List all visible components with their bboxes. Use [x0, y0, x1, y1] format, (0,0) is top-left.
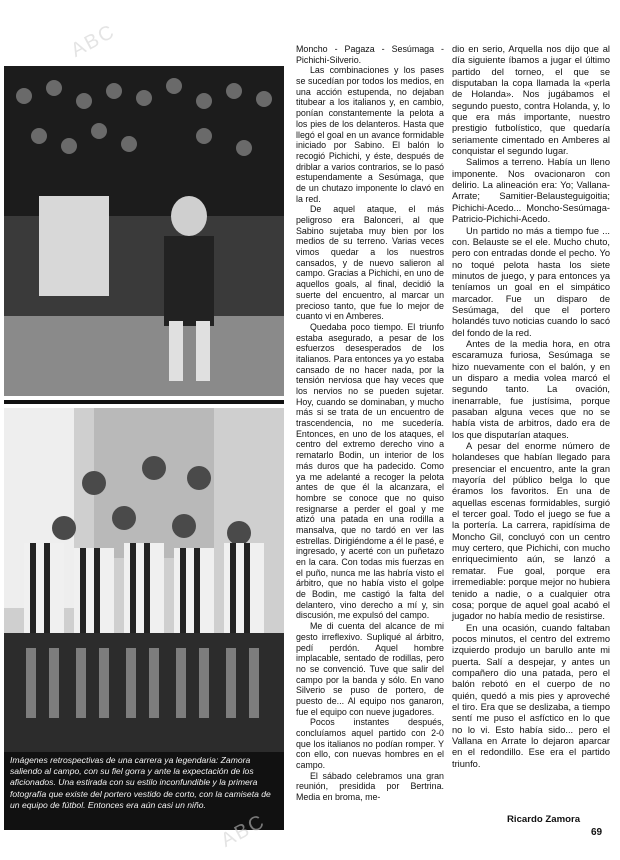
author-signature: Ricardo Zamora: [507, 814, 581, 825]
col1-paragraph: De aquel ataque, el más peligroso era Balonceri, al que Sabino sujetaba muy bien por los medios de su terreno. Varias veces vimos quedar a los nuestros cansados, y de nuevo salieron al campo. Gracias a Pichichi, en uno de aquellos goals, al final, decidió la suerte del encuentro, al marcar un precioso tanto, que fue lo mejor de cuanto vi en Amberes.: [296, 204, 444, 322]
col2-paragraph: Antes de la media hora, en otra escaramuza furiosa, Sesúmaga se hizo nuevamente con el balón, y en un disparo a media volea marcó el segundo tanto. La ovación, inenarrable, fue justísima, porque pasaban alguna veces que no se había vista de arbitros, dado era de los que disputarían ataques.: [452, 338, 610, 440]
col1-paragraph: Pocos instantes después, concluíamos aquel partido con 2-0 que los italianos no podían romper. Y con ello, con nuevas hombres en el campo.: [296, 717, 444, 771]
col2-paragraph: Salimos a terreno. Había un lleno imponente. Nos ovacionaron con delirio. La alineación era: Yo; Vallana-Arrate; Samitier-Belausteguigoitia; Pichichi-Acedo... Moncho-Sesúmaga-Patricio-Pichichi-Acedo.: [452, 157, 610, 225]
col2-paragraph: dio en serio, Arquella nos dijo que al día siguiente íbamos a jugar el último partido del torneo, el que se disputaban la copa llamada la «perla de Holanda». Nos jugábamos el segundo puesto, contra Holanda, y, lo que era más importante, nuestro prestigio futbolístico, que quedaría seriamente cimentado en Amberes al conquistar el segundo lugar.: [452, 44, 610, 157]
col1-paragraph: El sábado celebramos una gran reunión, presidida por Bertrina. Media en broma, me-: [296, 770, 444, 803]
col1-paragraph: Moncho - Pagaza - Sesúmaga - Pichichi-Silverio.: [296, 44, 444, 65]
col1-paragraph: Las combinaciones y los pases se sucedían por todos los medios, en una acción estupenda, no dejaban titubear a los italianos y, en cambio, ponían constantemente la pelota a los pies de los delanteros. Hasta que llegó el goal en un avance formidable iniciado por Sabino. El balón lo recogió Pichichi, y éste, después de driblar a varios contrarios, se lo pasó estupendamente a Sesúmaga, que de un chutazo imponente lo clavó en la red.: [296, 65, 444, 204]
col2-paragraph: A pesar del enorme número de holandeses que habían llegado para presenciar el encuentro, ante la gran mayoría del público belga lo que éramos los favoritos. En una de aquellas escenas formidables, surgió el tercer goal. Todo el juego se fue a la portería. La carrera, rapidísima de Moncho Gil, concluyó con un centro muy certero, que Pichichi, con mucho enriquecimiento aún, se lanzó a rematar. Fue goal, porque era irremediable: porque mejor no hubiera tenido a nadie, o a cualquier otra cosa; porque de aquel goal acabó el jugador no había medio de resistirse.: [452, 441, 610, 622]
col1-paragraph: Me di cuenta del alcance de mi gesto irreflexivo. Supliqué al árbitro, pedí perdón. Aquel hombre implacable, sentado de rodillas, pero no se convenció. Tuve que salir del campo por la banda y sólo. En vano Silverio se puso de portero, de puesto de... Al equipo nos ganaron, fue el equipo con nueve jugadores.: [296, 621, 444, 717]
photo-zamora-entering-field: [4, 66, 284, 396]
abc-watermark: ABC: [217, 810, 270, 852]
page-number: 69: [591, 827, 603, 838]
caption-text: Imágenes retrospectivas de una carrera ya legendaria: Zamora saliendo al campo, con su fiel gorra y ante la expectación de los aficionados. Una estirada con su estilo inconfundible y la primera fotografía que existe del portero vestido de corto, con la camiseta de un equipo de fútbol. Entonces era aún casi un niño.: [10, 755, 271, 810]
col2-paragraph: Un partido no más a tiempo fue ... con. Belauste se el ele. Mucho chuto, pero con entradas donde el pecho. Yo no toqué pelota hasta los siete minutos de juego, y para entonces ya teníamos un goal en el simpático marcador. Fue un disparo de Sesúmaga, del que el portero holandés tuvo noticias cuando lo sacó del fondo de la red.: [452, 225, 610, 338]
article-column-2: [452, 44, 610, 770]
photo-team-portrait: [4, 408, 284, 752]
col1-paragraph: Quedaba poco tiempo. El triunfo estaba asegurado, a pesar de los esfuerzos desesperados de los italianos. Para entonces ya yo estaba cansado de no hacer nada, por la tensión nerviosa que hay veces que los nervios no se pueden sujetar. Hoy, cuando se dominaban, y mucho más si se trata de un encuentro de trascendencia, no me sucedería. Entonces, en uno de los ataques, el centro del extremo derecho vino a rematarlo Bodin, un interior de los más duros que ha padecido. Como ya me adelanté a recoger la pelota antes de que él la alcanzara, el hombre se conoce que no quiso resignarse a perder el goal y me atizó una patada en una rodilla a mansalva, que no tardó en ver las estrellas. Dirigiéndome a él le pasé, e ingresado, y acerté con un puñetazo en la cara. Con todas mis fuerzas en el puño, nunca me las habría visto el árbitro, que no había visto el golpe de Bodin, me castigó la falta del delantero, vino derecho a mí y, sin discusión, me expulsó del campo.: [296, 321, 444, 621]
col2-paragraph: En una ocasión, cuando faltaban pocos minutos, el centro del extremo izquierdo produjo un barullo ante mi puerta. Salí a despejar, y antes un compañero dio una patada, pero el balón rebotó en el cuerpo de no quién, quedó a mis pies y aproveché el tiro. Era que se deslizaba, a tiempo sentí me puso el asfíctico en lo que no lo vi. Esto había sido... pero el Vallana en Arrate lo dejaron aparcar en el redondillo. Ese era el partido triunfo.: [452, 622, 610, 769]
photo-divider: [4, 400, 284, 404]
article-column-1: [296, 44, 444, 803]
abc-watermark: ABC: [67, 20, 120, 62]
